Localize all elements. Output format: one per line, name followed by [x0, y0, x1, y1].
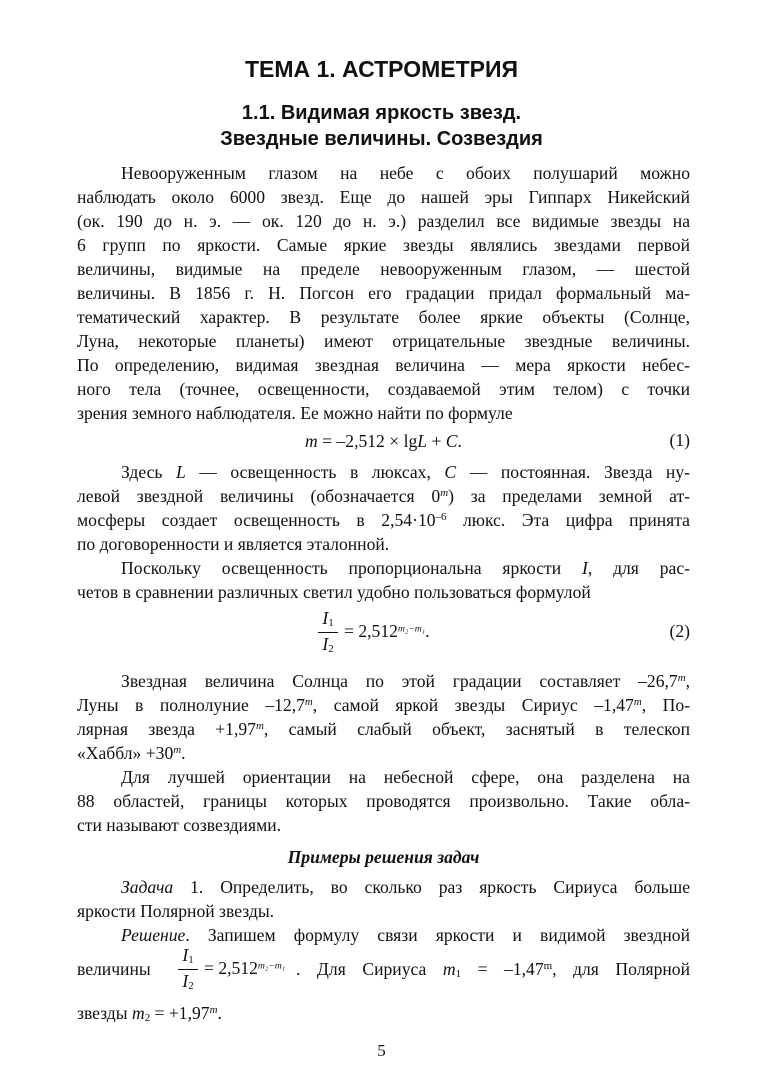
para2-line: по договоренности и является эталонной.: [77, 534, 390, 554]
eq2-base: = 2,512: [204, 958, 258, 978]
eq2-numerator: [178, 945, 198, 966]
solution-line-lead: величины: [77, 959, 151, 979]
para1-line: Луна, некоторые планеты) имеют отрицательные звездные величины.: [77, 331, 690, 351]
task-line: [121, 876, 690, 898]
eq1-L: L: [417, 431, 428, 451]
text: левой звездной величины (обозначается 0: [77, 486, 441, 506]
para1-line: 6 групп по яркости. Самые яркие звезды являлись звездами первой: [77, 235, 690, 255]
text: = +1,97: [150, 1003, 210, 1023]
eq2-rhs: [204, 958, 285, 979]
para1-line: (ок. 190 до н. э. — ок. 120 до н. э.) разделил все видимые звезды на: [77, 211, 690, 231]
sup-m: m: [255, 720, 264, 732]
equation-1: [77, 430, 690, 452]
para1-line: величины. В 1856 г. Н. Погсон его градации придал формальный ма-: [77, 283, 690, 303]
para1-line: ного тела (точнее, освещенности, создаваемой этим телом) с точки: [77, 379, 690, 399]
para4-line: [77, 718, 690, 740]
para3-line: [121, 557, 690, 579]
para4-line: [77, 742, 690, 764]
sub: 2: [144, 1012, 151, 1025]
sub: 1: [455, 968, 462, 981]
eq1-mid: = –2,512 × lg: [317, 431, 418, 451]
eq1-plus: +: [427, 431, 446, 451]
para5-line: Для лучшей ориентации на небесной сфере, она разделена на: [121, 767, 690, 787]
eq2-base: = 2,512: [344, 621, 398, 641]
text: «Хаббл» +30: [77, 743, 174, 763]
sup-m: m: [440, 487, 449, 499]
solution-line-tail: [296, 958, 690, 980]
para4-line: [121, 670, 690, 692]
equation-1-number: (1): [669, 430, 690, 450]
equation-2-number: (2): [669, 621, 690, 641]
text: , для рас-: [587, 558, 690, 578]
para5-line: сти называют созвездиями.: [77, 815, 282, 835]
text: , самой яркой звезды Сириус –1,47: [312, 695, 634, 715]
eq2-exp: m₂−m₁: [397, 623, 426, 635]
para1-line: величины, видимые на пределе невооруженным глазом, — шестой: [77, 259, 690, 279]
eq2-I: I: [322, 608, 329, 628]
equation-2: [318, 608, 458, 658]
text: 1. Определить, во сколько раз яркость Сириуса больше: [173, 877, 690, 897]
text: .: [217, 1003, 222, 1023]
topic-title: ТЕМА 1. АСТРОМЕТРИЯ: [244, 56, 519, 82]
eq2-sub: 2: [188, 980, 194, 993]
text: ,: [685, 671, 690, 691]
text: люкс. Эта цифра принята: [446, 510, 690, 530]
text: — постоянная. Звезда ну-: [456, 462, 691, 482]
eq2-I: I: [182, 945, 189, 965]
para2-line: [121, 461, 690, 483]
text: ) за пределами земной ат-: [448, 486, 690, 506]
text: Поскольку освещенность пропорциональна яркости: [121, 558, 582, 578]
text: Луны в полнолуние –12,7: [77, 695, 305, 715]
para2-line: [77, 509, 690, 531]
section-title-line-1: 1.1. Видимая яркость звезд.: [241, 102, 522, 124]
solution-line: [121, 924, 690, 946]
para1-line: Невооруженным глазом на небе с обоих полушарий можно: [121, 163, 690, 183]
text: звезды: [77, 1003, 132, 1023]
var-m: m: [131, 1003, 145, 1023]
eq1-m: m: [305, 431, 318, 451]
eq2-dot: .: [425, 621, 430, 641]
text: .: [181, 743, 186, 763]
sup-m: m: [543, 960, 553, 972]
para5-line: 88 областей, границы которых проводятся произвольно. Такие обла-: [77, 791, 690, 811]
eq2-I: I: [322, 634, 329, 654]
eq1-dot: .: [457, 431, 462, 451]
eq2-sub: 1: [328, 617, 334, 630]
para1-line: наблюдать около 6000 звезд. Еще до нашей эры Гиппарх Никейский: [77, 187, 690, 207]
eq1-C: C: [445, 431, 458, 451]
sup-m: m: [173, 744, 182, 756]
para1-line: зрения земного наблюдателя. Ее можно найти по формуле: [77, 403, 513, 423]
sup-m: m: [677, 672, 686, 684]
text: = –1,47: [461, 959, 544, 979]
solution-line: [77, 1002, 690, 1024]
task-line: яркости Полярной звезды.: [77, 901, 275, 921]
eq2-numerator: [318, 608, 338, 629]
task-label: Задача: [121, 877, 174, 897]
sup-m: m: [633, 696, 642, 708]
para1-line: По определению, видимая звездная величина — мера яркости небес-: [77, 355, 690, 375]
para1-line: тематический характер. В результате более яркие объекты (Солнце,: [77, 307, 690, 327]
var-C: C: [444, 462, 457, 482]
eq2-denominator: [318, 634, 338, 655]
eq2-sub: 2: [328, 643, 334, 656]
text: . Запишем формулу связи яркости и видимой звездной: [185, 925, 690, 945]
eq2-I: I: [182, 971, 189, 991]
text: мосферы создает освещенность в 2,54·10: [77, 510, 436, 530]
examples-heading: Примеры решения задач: [287, 847, 480, 867]
text: — освещенность в люксах,: [185, 462, 445, 482]
para4-line: [77, 694, 690, 716]
sup-m: m: [304, 696, 313, 708]
eq2-exp: m₂−m₁: [257, 960, 286, 972]
eq2-denominator: [178, 971, 198, 992]
text: , самый слабый объект, заснятый в телескоп: [263, 719, 690, 739]
section-title-line-2: Звездные величины. Созвездия: [220, 128, 543, 150]
text: . Для Сириуса: [296, 959, 443, 979]
para3-line: четов в сравнении различных светил удобно пользоваться формулой: [77, 582, 591, 602]
sup-exp: –6: [435, 511, 447, 523]
eq2-rhs: [344, 621, 430, 642]
text: , для Полярной: [552, 959, 690, 979]
page-number: 5: [377, 1041, 386, 1060]
text: Звездная величина Солнца по этой градации составляет –26,7: [121, 671, 678, 691]
var-I: I: [581, 558, 588, 578]
fraction-bar: [318, 632, 338, 633]
text: , По-: [641, 695, 690, 715]
var-m: m: [442, 959, 456, 979]
solution-label: Решение: [121, 925, 186, 945]
para2-line: [77, 485, 690, 507]
text: лярная звезда +1,97: [77, 719, 256, 739]
eq2-sub: 1: [188, 954, 194, 967]
var-L: L: [175, 462, 186, 482]
fraction-bar: [178, 969, 198, 970]
text: Здесь: [121, 462, 176, 482]
sup-m: m: [209, 1004, 218, 1016]
